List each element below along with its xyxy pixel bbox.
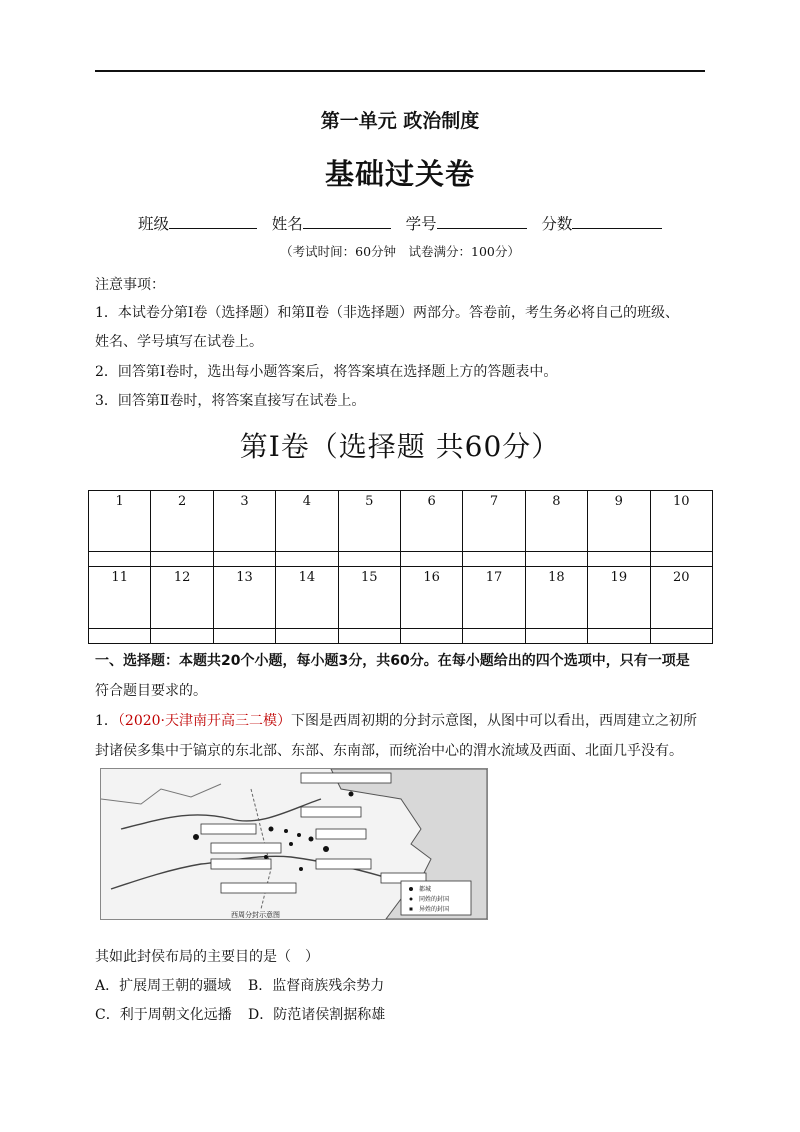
legend-symbol bbox=[410, 898, 413, 901]
table-cell: 20 bbox=[650, 567, 712, 628]
capital-marker bbox=[193, 834, 199, 840]
option-b[interactable]: B．监督商族残余势力 bbox=[248, 978, 385, 994]
instructions-line-2: 符合题目要求的。 bbox=[95, 683, 207, 699]
legend-item: 同姓的封国 bbox=[419, 896, 450, 903]
table-cell: 16 bbox=[400, 567, 462, 628]
fief-marker bbox=[264, 855, 268, 859]
student-id-label: 学号 bbox=[405, 215, 437, 233]
question-source: （2020·天津南开高三二模） bbox=[117, 713, 292, 729]
student-info-row bbox=[138, 212, 662, 234]
answer-table-header-row-1 bbox=[89, 491, 713, 552]
answer-cell[interactable] bbox=[276, 628, 338, 643]
fief-label-box bbox=[301, 773, 391, 783]
answer-cell[interactable] bbox=[525, 628, 587, 643]
answer-table-header-row-2 bbox=[89, 567, 713, 628]
table-cell: 19 bbox=[588, 567, 650, 628]
boundary-line bbox=[101, 784, 221, 804]
section-title: 第Ⅰ卷（选择题 共60分） bbox=[239, 430, 561, 463]
legend-item: 都城 bbox=[419, 886, 432, 893]
table-cell: 15 bbox=[338, 567, 400, 628]
table-cell: 5 bbox=[338, 491, 400, 552]
fief-label-box bbox=[211, 843, 281, 853]
fief-marker bbox=[309, 837, 314, 842]
table-cell: 3 bbox=[213, 491, 275, 552]
answer-cell[interactable] bbox=[338, 552, 400, 567]
table-cell: 11 bbox=[89, 567, 151, 628]
question-1-line-1 bbox=[95, 710, 697, 730]
answer-cell[interactable] bbox=[89, 628, 151, 643]
answer-cell[interactable] bbox=[588, 552, 650, 567]
student-id-blank[interactable] bbox=[437, 214, 527, 229]
answer-cell[interactable] bbox=[400, 628, 462, 643]
fief-marker bbox=[349, 792, 354, 797]
legend-symbol bbox=[409, 887, 413, 891]
table-cell: 12 bbox=[151, 567, 213, 628]
answer-cell[interactable] bbox=[151, 552, 213, 567]
question-number: 1． bbox=[95, 713, 118, 729]
table-cell: 9 bbox=[588, 491, 650, 552]
option-d[interactable]: D．防范诸侯割据称雄 bbox=[248, 1007, 386, 1023]
header-rule bbox=[95, 70, 705, 72]
name-label: 姓名 bbox=[271, 215, 303, 233]
table-cell: 10 bbox=[650, 491, 712, 552]
answer-table-blank-row-2 bbox=[89, 628, 713, 643]
notice-item-3: 3．回答第Ⅱ卷时，将答案直接写在试卷上。 bbox=[95, 393, 366, 409]
score-label: 分数 bbox=[541, 215, 573, 233]
exam-time-note: （考试时间：60分钟 试卷满分：100分） bbox=[280, 244, 520, 259]
paper-title: 基础过关卷 bbox=[324, 157, 475, 191]
zhou-feudal-map bbox=[100, 768, 488, 920]
answer-cell[interactable] bbox=[463, 628, 525, 643]
class-blank[interactable] bbox=[169, 214, 257, 229]
answer-cell[interactable] bbox=[463, 552, 525, 567]
answer-cell[interactable] bbox=[338, 628, 400, 643]
answer-cell[interactable] bbox=[276, 552, 338, 567]
unit-title: 第一单元 政治制度 bbox=[320, 110, 480, 132]
fief-marker bbox=[299, 867, 303, 871]
option-a[interactable]: A．扩展周王朝的疆域 bbox=[95, 978, 232, 994]
question-stem: 下图是西周初期的分封示意图，从图中可以看出，西周建立之初所 bbox=[291, 713, 698, 729]
table-cell: 7 bbox=[463, 491, 525, 552]
notice-item-1-line-1: 1．本试卷分第Ⅰ卷（选择题）和第Ⅱ卷（非选择题）两部分。答卷前，考生务必将自己的班级、 bbox=[95, 305, 679, 321]
fief-marker bbox=[289, 842, 293, 846]
fief-label-box bbox=[221, 883, 296, 893]
fief-label-box bbox=[201, 824, 256, 834]
fief-label-box bbox=[211, 859, 271, 869]
answer-cell[interactable] bbox=[213, 552, 275, 567]
legend-item: 异姓的封国 bbox=[419, 906, 450, 913]
map-caption: 西周分封示意图 bbox=[231, 911, 280, 919]
question-1-line-2: 封诸侯多集中于镐京的东北部、东部、东南部，而统治中心的渭水流域及西面、北面几乎没有。 bbox=[95, 743, 683, 759]
fief-marker bbox=[269, 827, 274, 832]
fief-marker bbox=[297, 833, 301, 837]
class-label: 班级 bbox=[138, 215, 170, 233]
answer-cell[interactable] bbox=[525, 552, 587, 567]
table-cell: 14 bbox=[276, 567, 338, 628]
instructions-line-1: 一、选择题：本题共20个小题，每小题3分，共60分。在每小题给出的四个选项中，只有一项是 bbox=[95, 653, 690, 669]
notice-title: 注意事项： bbox=[95, 277, 165, 293]
fief-label-box bbox=[301, 807, 361, 817]
answer-cell[interactable] bbox=[400, 552, 462, 567]
answer-cell[interactable] bbox=[151, 628, 213, 643]
table-cell: 17 bbox=[463, 567, 525, 628]
map-drawing bbox=[101, 769, 487, 919]
answer-cell[interactable] bbox=[650, 552, 712, 567]
fief-label-box bbox=[316, 829, 366, 839]
table-cell: 18 bbox=[525, 567, 587, 628]
answer-cell[interactable] bbox=[650, 628, 712, 643]
notice-item-2: 2．回答第Ⅰ卷时，选出每小题答案后，将答案填在选择题上方的答题表中。 bbox=[95, 364, 558, 380]
answer-cell[interactable] bbox=[213, 628, 275, 643]
option-c[interactable]: C．利于周朝文化远播 bbox=[95, 1007, 232, 1023]
table-cell: 1 bbox=[89, 491, 151, 552]
answer-table bbox=[88, 490, 713, 644]
fief-marker bbox=[284, 829, 288, 833]
fief-marker bbox=[323, 846, 329, 852]
legend-symbol bbox=[410, 908, 413, 911]
answer-table-blank-row-1 bbox=[89, 552, 713, 567]
table-cell: 8 bbox=[525, 491, 587, 552]
fief-label-box bbox=[316, 859, 371, 869]
answer-cell[interactable] bbox=[89, 552, 151, 567]
table-cell: 13 bbox=[213, 567, 275, 628]
score-blank[interactable] bbox=[572, 214, 662, 229]
table-cell: 4 bbox=[276, 491, 338, 552]
answer-cell[interactable] bbox=[588, 628, 650, 643]
question-prompt: 其如此封侯布局的主要目的是（ ） bbox=[95, 949, 319, 965]
table-cell: 2 bbox=[151, 491, 213, 552]
table-cell: 6 bbox=[400, 491, 462, 552]
notice-item-1-line-2: 姓名、学号填写在试卷上。 bbox=[95, 334, 263, 350]
name-blank[interactable] bbox=[303, 214, 391, 229]
